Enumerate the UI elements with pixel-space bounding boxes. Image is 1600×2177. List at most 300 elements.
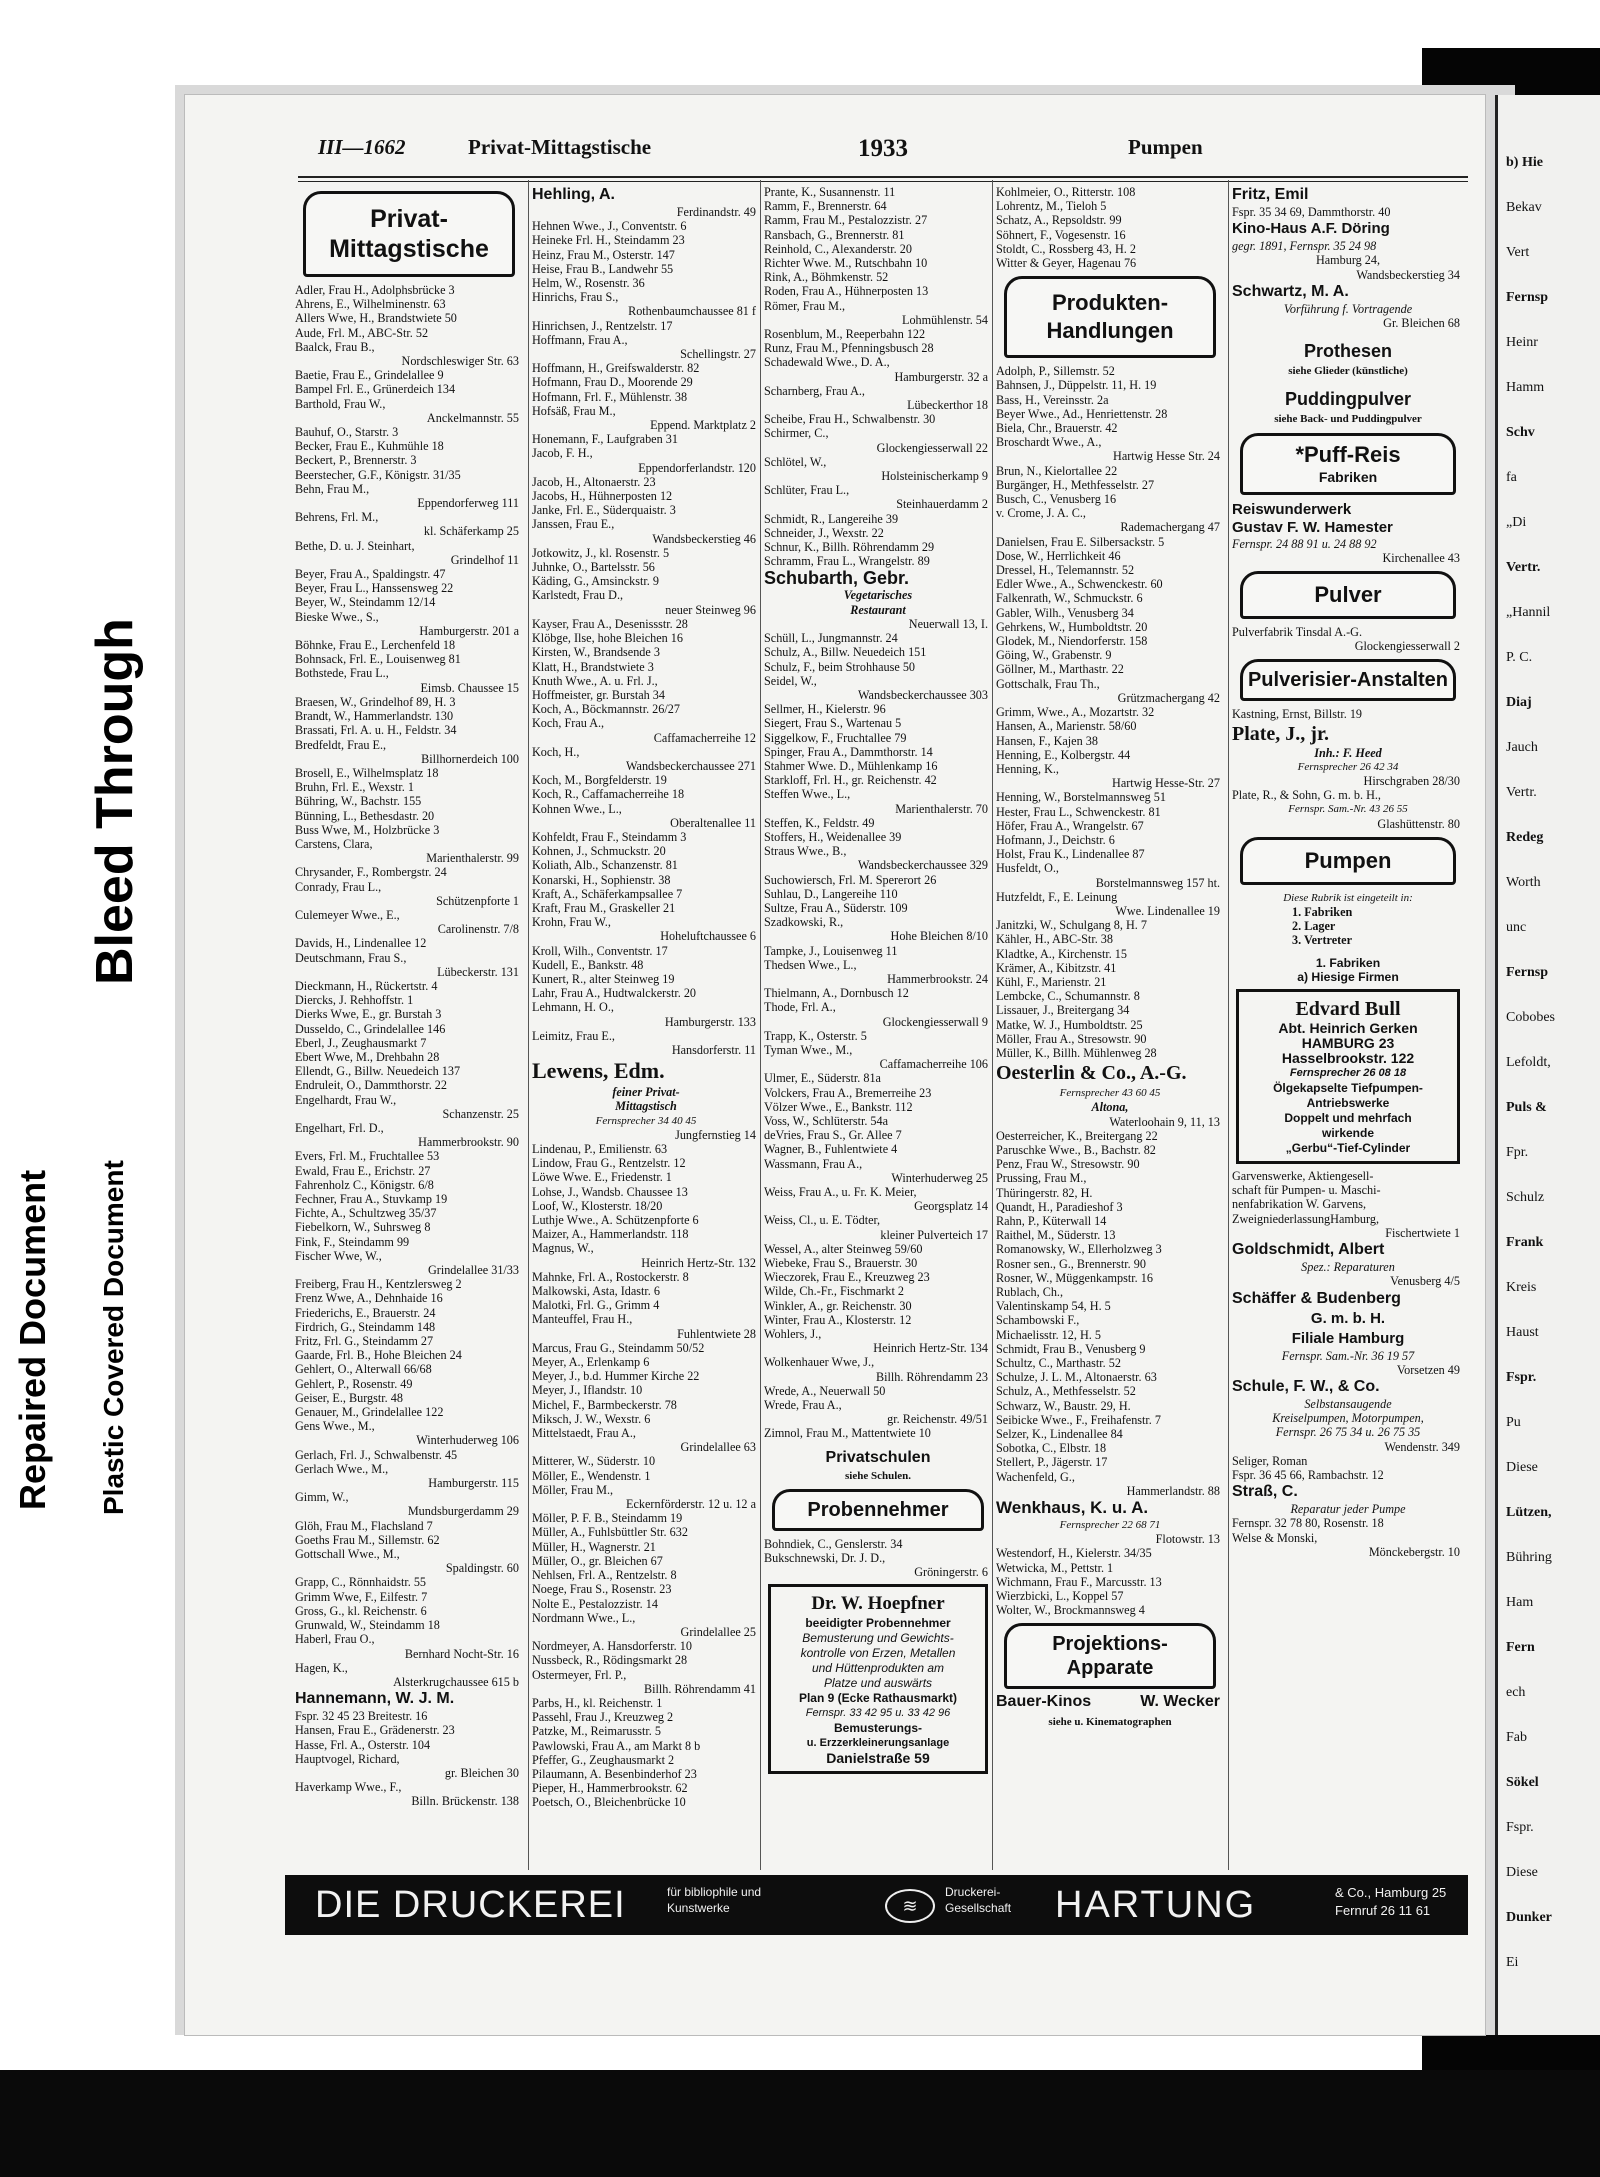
facing-page-fragment: Schv: [1506, 425, 1535, 440]
facing-page-fragment: Worth: [1506, 875, 1541, 890]
directory-entry: Rosenblum, M., Reeperbahn 122: [764, 327, 926, 342]
directory-entry: Höfer, Frau A., Wrangelstr. 67: [996, 818, 1144, 833]
directory-entry: Knuth Wwe., A. u. Frl. J.,: [532, 673, 658, 688]
directory-entry: Lindow, Frau G., Rentzelstr. 12: [532, 1156, 686, 1171]
advert-title: Straß, C.: [1232, 1483, 1298, 1501]
advert-title: Kino-Haus A.F. Döring: [1232, 220, 1390, 238]
directory-entry: Beyer, Frau L., Hanssensweg 22: [295, 581, 454, 596]
facing-page-fragment: Dunker: [1506, 1910, 1552, 1925]
directory-entry: Schlüter, Frau L.,: [764, 483, 850, 498]
box-title: *Puff-Reis: [1295, 441, 1401, 467]
directory-entry: Gerlach, Frl. J., Schwalbenstr. 45: [295, 1447, 458, 1462]
directory-entry: Braesen, W., Grindelhof 89, H. 3: [295, 694, 456, 709]
directory-entry: Koch, R., Caffamacherreihe 18: [532, 787, 685, 802]
directory-entry: Manteuffel, Frau H.,: [532, 1312, 633, 1327]
label-plastic-covered-document: Plastic Covered Document: [98, 1160, 129, 1515]
directory-entry: Mundsburgerdamm 29: [407, 1504, 519, 1519]
directory-entry: Glockengiesserwall 22: [876, 440, 988, 455]
facing-page-fragment: P. C.: [1506, 650, 1533, 665]
directory-entry: Roden, Frau A., Hühnerposten 13: [764, 284, 929, 299]
advert-line: Hasselbrookstr. 122: [1281, 1050, 1415, 1067]
directory-entry: Meyer, A., Erlenkamp 6: [532, 1355, 650, 1370]
directory-entry: Buss Wwe, M., Holzbrücke 3: [295, 822, 440, 837]
directory-entry: Scheibe, Frau H., Schwalbenstr. 30: [764, 412, 936, 427]
directory-entry: Eppendorferlandstr. 120: [638, 460, 756, 475]
directory-entry: Nordschleswiger Str. 63: [401, 354, 519, 369]
facing-page-fragment: Heinr: [1506, 335, 1538, 350]
directory-entry: Haberl, Frau O.,: [295, 1632, 375, 1647]
directory-entry: Henning, W., Borstelmannsweg 51: [996, 790, 1166, 805]
bold-entry-detail: Fspr. 32 45 23 Breitestr. 16: [295, 1709, 428, 1724]
directory-entry: Göllner, M., Marthastr. 22: [996, 662, 1124, 677]
advert-line: Platze und auswärts: [823, 1676, 933, 1691]
section-box-puff-reis: [1240, 433, 1456, 495]
directory-entry: Schellingstr. 27: [680, 347, 756, 362]
banner-midtext-line: Gesellschaft: [945, 1901, 1012, 1915]
advert-line: Fernspr. 33 42 95 u. 33 42 96: [805, 1707, 951, 1720]
directory-entry: Bahnsen, J., Düppelstr. 11, H. 19: [996, 378, 1157, 393]
directory-entry: Janitzki, W., Schulgang 8, H. 7: [996, 918, 1147, 933]
directory-entry: Schützenpforte 1: [436, 893, 519, 908]
directory-entry: Kladtke, A., Kirchenstr. 15: [996, 946, 1127, 961]
directory-entry: Raithel, M., Süderstr. 13: [996, 1228, 1116, 1243]
facing-page-fragment: b) Hie: [1506, 155, 1543, 170]
advert-title: Fritz, Emil: [1232, 186, 1309, 203]
page-number: III—1662: [318, 135, 406, 159]
advert-line: Flotowstr. 13: [1155, 1532, 1220, 1547]
facing-page-fragment: Redeg: [1506, 830, 1544, 845]
directory-entry: Gens Wwe., M.,: [295, 1419, 375, 1434]
section-heading: Prothesen: [1303, 341, 1393, 362]
advert-line: beeidigter Probennehmer: [805, 1616, 951, 1631]
directory-entry: Marcus, Frau G., Steindamm 50/52: [532, 1340, 705, 1355]
directory-entry: Pieper, H., Hammerbrookstr. 62: [532, 1781, 688, 1796]
directory-entry: Aude, Frl. M., ABC-Str. 52: [295, 325, 429, 340]
directory-entry: Winterhuderweg 25: [891, 1170, 988, 1185]
directory-entry: Dressel, H., Telemannstr. 52: [996, 563, 1135, 578]
directory-entry: Dieckmann, H., Rückertstr. 4: [295, 978, 438, 993]
directory-entry: Koch, H.,: [532, 744, 580, 759]
directory-entry: Sultze, Frau A., Süderstr. 109: [764, 900, 908, 915]
directory-entry: Wieczorek, Frau E., Kreuzweg 23: [764, 1270, 930, 1285]
label-repaired-document: Repaired Document: [12, 1169, 53, 1510]
directory-entry: Beerstecher, G.F., Königstr. 31/35: [295, 467, 461, 482]
directory-entry: Schultz, C., Marthastr. 52: [996, 1356, 1121, 1371]
directory-entry: Hauptvogel, Richard,: [295, 1751, 400, 1766]
directory-entry: Hamburgerstr. 133: [664, 1014, 756, 1029]
directory-entry: Jacob, H., Altonaerstr. 23: [532, 474, 656, 489]
directory-entry: Anckelmannstr. 55: [426, 410, 519, 425]
directory-entry: Ebert Wwe, M., Drehbahn 28: [295, 1049, 440, 1064]
directory-entry: Rahn, P., Küterwall 14: [996, 1214, 1107, 1228]
advert-line: Inh.: F. Heed: [1314, 745, 1382, 760]
directory-entry: Loof, W., Klosterstr. 18/20: [532, 1198, 663, 1213]
directory-entry: Malotki, Frl. G., Grimm 4: [532, 1298, 660, 1313]
subsection-heading: a) Hiesige Firmen: [1297, 969, 1399, 984]
directory-entry: Hamburgerstr. 201 a: [419, 623, 519, 638]
directory-entry: Carstens, Clara,: [295, 836, 373, 851]
directory-entry: Steffen, K., Feldstr. 49: [764, 815, 875, 830]
directory-entry: Bernhard Nocht-Str. 16: [404, 1646, 519, 1661]
directory-entry: Hansen, Frau E., Grädenerstr. 23: [295, 1723, 455, 1738]
facing-page-fragment: „Di: [1506, 515, 1527, 530]
facing-page-fragment: Frank: [1506, 1235, 1544, 1250]
directory-entry: Penz, Frau W., Stresowstr. 90: [996, 1157, 1140, 1172]
directory-entry: Völzer Wwe., E., Bankstr. 112: [764, 1099, 913, 1114]
directory-entry: Gehrkens, W., Humboldtstr. 20: [996, 619, 1148, 634]
directory-entry: Nehlsen, Frl. A., Rentzelstr. 8: [532, 1568, 677, 1583]
directory-entry: Juhnke, O., Bartelsstr. 56: [532, 560, 655, 575]
directory-entry: Honemann, F., Laufgraben 31: [532, 432, 678, 447]
directory-entry: Burgänger, H., Methfesselstr. 27: [996, 477, 1155, 492]
directory-entry: Pilaumann, A. Besenbinderhof 23: [532, 1766, 697, 1781]
directory-entry: Grunwald, W., Steindamm 18: [295, 1618, 440, 1633]
directory-entry: Poetsch, O., Bleichenbrücke 10: [532, 1795, 686, 1810]
directory-entry: Wandsbeckerchaussee 303: [858, 687, 988, 702]
facing-page-fragment: Diese: [1506, 1865, 1538, 1880]
directory-entry: Seliger, Roman: [1232, 1453, 1308, 1468]
directory-entry: Tampke, J., Louisenweg 11: [764, 943, 898, 958]
advert-line: Jungfernstieg 14: [675, 1127, 756, 1142]
banner-midtext-line: Druckerei-: [945, 1885, 1001, 1899]
directory-entry: Henning, K.,: [996, 761, 1059, 776]
advert-line: Fernsprecher 26 42 34: [1297, 760, 1399, 773]
directory-entry: Fiebelkorn, W., Suhrsweg 8: [295, 1220, 431, 1235]
directory-entry: schaft für Pumpen- u. Maschi-: [1232, 1183, 1381, 1198]
directory-entry: Carolinenstr. 7/8: [437, 922, 519, 937]
banner-brand: HARTUNG: [1055, 1884, 1257, 1926]
directory-entry: Grindelallee 31/33: [427, 1263, 519, 1278]
directory-entry: Matke, W. J., Humboldtstr. 25: [996, 1017, 1143, 1032]
entry: Kastning, Ernst, Billstr. 19: [1232, 707, 1363, 722]
directory-entry: Maizer, A., Hammerlandstr. 118: [532, 1227, 689, 1242]
directory-entry: Hohe Bleichen 8/10: [890, 929, 988, 944]
directory-entry: Chrysander, F., Rombergstr. 24: [295, 865, 447, 880]
directory-entry: Gaarde, Frl. B., Hohe Bleichen 24: [295, 1348, 462, 1363]
directory-entry: Bethe, D. u. J. Steinhart,: [295, 538, 415, 553]
directory-entry: Kroll, Wilh., Conventstr. 17: [532, 943, 668, 958]
directory-entry: Engelhardt, Frau W.,: [295, 1092, 397, 1107]
directory-entry: Suhlau, D., Langereihe 110: [764, 886, 898, 901]
directory-entry: Koch, M., Borgfelderstr. 19: [532, 773, 667, 788]
directory-entry: Schnur, K., Billh. Röhrendamm 29: [764, 540, 935, 555]
directory-entry: Lembcke, C., Schumannstr. 8: [996, 989, 1140, 1004]
directory-entry: Krohn, Frau W.,: [532, 915, 611, 930]
section-box-pumpen: Pumpen: [1240, 837, 1456, 885]
directory-entry: Davids, H., Lindenallee 12: [295, 936, 427, 951]
directory-entry: Frenz Wwe, A., Dehnhaide 16: [295, 1291, 443, 1306]
directory-entry: Bothstede, Frau L.,: [295, 666, 389, 681]
directory-entry: Brandt, W., Hammerlandstr. 130: [295, 709, 454, 724]
advert-line: Danielstraße 59: [826, 1750, 930, 1767]
directory-entry: Hinrichsen, J., Rentzelstr. 17: [532, 318, 673, 333]
section-box-probennehmer: Probennehmer: [772, 1489, 984, 1531]
facing-page-fragment: Kreis: [1506, 1280, 1537, 1295]
directory-entry: Leimitz, Frau E.,: [532, 1028, 615, 1043]
advert-title: Schäffer & Budenberg: [1232, 1289, 1401, 1307]
directory-entry: gr. Bleichen 30: [444, 1765, 519, 1780]
banner-subtext-line: Kunstwerke: [667, 1901, 730, 1915]
directory-entry: Hoffmann, Frau A.,: [532, 332, 628, 347]
directory-entry: Nolte E., Pestalozzistr. 14: [532, 1596, 658, 1611]
directory-entry: Dierks Wwe, E., gr. Burstah 3: [295, 1007, 442, 1022]
directory-entry: Husfeldt, O.,: [996, 861, 1059, 876]
entry-list: [996, 364, 1224, 1060]
directory-entry: Hoffmann, H., Greifswalderstr. 82: [532, 361, 700, 376]
advert-line: G. m. b. H.: [1310, 1309, 1386, 1327]
facing-page-fragment: Fern: [1506, 1640, 1535, 1655]
facing-page-fragment: Diese: [1506, 1460, 1538, 1475]
directory-entry: Nordmann Wwe., L.,: [532, 1610, 636, 1625]
header-rule-2: [298, 181, 1468, 182]
header-rule: [298, 176, 1468, 178]
directory-entry: Passehl, Frau J., Kreuzweg 2: [532, 1710, 674, 1725]
directory-entry: Culemeyer Wwe., E.,: [295, 907, 400, 922]
directory-entry: Caffamacherreihe 106: [879, 1057, 988, 1072]
directory-entry: Hoheluftchaussee 6: [660, 929, 756, 944]
directory-entry: Kraft, Frau M., Graskeller 21: [532, 900, 676, 915]
facing-page-fragment: Bühring: [1506, 1550, 1552, 1565]
directory-entry: Reinhold, C., Alexanderstr. 20: [764, 241, 912, 256]
directory-entry: Ewald, Frau E., Erichstr. 27: [295, 1163, 431, 1178]
directory-entry: Stahmer Wwe. D., Mühlenkamp 16: [764, 758, 938, 773]
directory-entry: Müller, A., Fuhlsbüttler Str. 632: [532, 1525, 688, 1540]
advert-title: Wenkhaus, K. u. A.: [996, 1498, 1149, 1518]
directory-entry: Heinrich Hertz-Str. 134: [873, 1341, 988, 1356]
advert-title: Schwartz, M. A.: [1232, 282, 1349, 300]
directory-entry: Rink, A., Böhmkenstr. 52: [764, 270, 889, 285]
directory-entry: Hammerbrookstr. 24: [887, 971, 988, 986]
page-header: [318, 135, 1468, 175]
facing-page-fragment: Ei: [1506, 1955, 1519, 1970]
directory-entry: Kayser, Frau A., Desenissstr. 28: [532, 616, 688, 631]
directory-entry: Wandsbeckerchaussee 329: [858, 858, 988, 873]
directory-entry: Wohlers, J.,: [764, 1327, 822, 1342]
advert-line: Plan 9 (Ecke Rathausmarkt): [798, 1691, 958, 1706]
advert-line: Gr. Bleichen 68: [1383, 316, 1460, 331]
directory-entry: Paruschke Wwe., B., Bachstr. 82: [996, 1142, 1156, 1157]
directory-entry: Mitterer, W., Süderstr. 10: [532, 1454, 656, 1469]
section-box-privat-mittagstische: Privat-Mittagstische: [303, 191, 515, 277]
advert-line: gegr. 1891, Fernspr. 35 24 98: [1232, 239, 1377, 254]
banner-address-line: Fernruf 26 11 61: [1335, 1903, 1431, 1918]
directory-entry: Kudell, E., Bankstr. 48: [532, 957, 644, 972]
directory-entry: Wrede, A., Neuerwall 50: [764, 1383, 886, 1398]
entry-list: [996, 1546, 1224, 1617]
directory-entry: Fritz, Frl. G., Steindamm 27: [295, 1334, 434, 1349]
directory-entry: Fink, F., Steindamm 99: [295, 1234, 410, 1249]
advert-hoepfner: [768, 1584, 988, 1774]
directory-entry: Hofmann, Frau D., Moorende 29: [532, 375, 693, 390]
advert-line: Fernspr. Sam.-Nr. 36 19 57: [1281, 1348, 1415, 1363]
advert-line: und Hüttenprodukten am: [811, 1661, 945, 1676]
directory-entry: Wetwicka, M., Pettstr. 1: [996, 1560, 1114, 1575]
advert-line: u. Erzzerkleinerungsanlage: [806, 1737, 950, 1750]
directory-entry: Stellert, P., Jägerstr. 17: [996, 1455, 1108, 1470]
advert-line: Venusberg 4/5: [1390, 1274, 1460, 1289]
directory-entry: Oesterreicher, K., Breitergang 22: [996, 1128, 1158, 1143]
entry-list: [764, 1537, 992, 1580]
directory-entry: Fischertwiete 1: [1385, 1225, 1460, 1240]
bold-entry: Hehling, A.: [532, 186, 615, 203]
directory-entry: Meyer, J., b.d. Hummer Kirche 22: [532, 1369, 700, 1384]
directory-entry: Busch, C., Venusberg 16: [996, 492, 1117, 507]
directory-entry: Bauhuf, O., Starstr. 3: [295, 425, 399, 440]
directory-entry: Lissauer, J., Breitergang 34: [996, 1003, 1130, 1018]
directory-entry: Bühring, W., Bachstr. 155: [295, 794, 422, 809]
advert-title: Edvard Bull: [1295, 998, 1401, 1021]
directory-entry: Winterhuderweg 106: [416, 1433, 519, 1448]
directory-entry: Gross, G., kl. Reichenstr. 6: [295, 1603, 427, 1618]
advert-title: Schubarth, Gebr.: [764, 568, 910, 589]
directory-entry: Weiss, Frau A., u. Fr. K. Meier,: [764, 1185, 917, 1200]
directory-entry: Volckers, Frau A., Bremerreihe 23: [764, 1085, 932, 1100]
druckerei-banner: [285, 1875, 1468, 1935]
facing-page-fragment: Sökel: [1506, 1775, 1539, 1790]
entry-list: [996, 185, 1224, 270]
directory-entry: Klatt, H., Brandstwiete 3: [532, 659, 654, 674]
facing-page-fragment: ech: [1506, 1685, 1526, 1700]
directory-entry: Gottschalk, Frau Th.,: [996, 676, 1100, 691]
facing-page-fragment: „Hannil: [1506, 605, 1551, 620]
directory-entry: Straus Wwe., B.,: [764, 844, 847, 859]
column-4: [996, 185, 1224, 1730]
directory-entry: Wandsbeckerstieg 46: [652, 531, 756, 546]
directory-entry: Hofmann, J., Deichstr. 6: [996, 832, 1115, 847]
directory-entry: Thielmann, A., Dornbusch 12: [764, 986, 909, 1001]
directory-entry: Kohlmeier, O., Ritterstr. 108: [996, 185, 1136, 199]
facing-page-fragment: Fab: [1506, 1730, 1527, 1745]
directory-entry: Schulze, J. L. M., Altonaerstr. 63: [996, 1370, 1157, 1385]
advert-line: Restaurant: [850, 602, 906, 617]
directory-entry: Wolkenhauer Wwe, J.,: [764, 1355, 875, 1370]
directory-entry: Möller, Frau A., Stresowstr. 90: [996, 1031, 1147, 1046]
advert-line: Antriebswerke: [1306, 1096, 1390, 1111]
directory-entry: gr. Reichenstr. 49/51: [887, 1412, 988, 1427]
directory-entry: Spinger, Frau A., Dammthorstr. 14: [764, 744, 933, 759]
directory-entry: Mittelstaedt, Frau A.,: [532, 1426, 636, 1441]
directory-entry: Schwarz, W., Baustr. 29, H.: [996, 1398, 1131, 1413]
directory-entry: Kähler, H., ABC-Str. 38: [996, 932, 1113, 947]
directory-entry: Billh. Röhrendamm 23: [875, 1369, 988, 1384]
directory-entry: Ahrens, E., Wilhelminenstr. 63: [295, 297, 446, 312]
directory-entry: Krämer, A., Kibitzstr. 41: [996, 960, 1117, 975]
directory-entry: Sellmer, H., Kielerstr. 96: [764, 702, 886, 717]
advert-line: wirkende: [1321, 1126, 1375, 1141]
advert-line: Fernspr. Sam.-Nr. 43 26 55: [1288, 803, 1408, 816]
directory-entry: Konarski, H., Sophienstr. 38: [532, 872, 671, 887]
section-reference: siehe u. Kinematographen: [1048, 1716, 1172, 1729]
directory-entry: Winter, Frau A., Klosterstr. 12: [764, 1312, 912, 1327]
directory-entry: Kohnen, J., Schmuckstr. 20: [532, 844, 666, 859]
directory-entry: Fechner, Frau A., Stuvkamp 19: [295, 1192, 448, 1206]
facing-page-fragment: Haust: [1506, 1325, 1539, 1340]
directory-entry: Ulmer, E., Süderstr. 81a: [764, 1071, 881, 1086]
directory-entry: Runz, Frau M., Pfenningsbusch 28: [764, 341, 934, 356]
year: 1933: [858, 135, 908, 162]
entry-list: [764, 631, 992, 1441]
directory-entry: Alsterkrugchaussee 615 b: [393, 1674, 519, 1689]
directory-entry: Gimm, W.,: [295, 1490, 349, 1505]
bold-entry: Hannemann, W. J. M.: [295, 1690, 455, 1708]
directory-entry: Koch, Frau A.,: [532, 716, 605, 731]
directory-entry: Hutzfeldt, F., E. Leinung: [996, 889, 1118, 904]
directory-entry: Bruhn, Frl. E., Wexstr. 1: [295, 780, 414, 795]
directory-entry: Caffamacherreihe 12: [653, 730, 756, 745]
directory-entry: Hansdorferstr. 11: [671, 1042, 756, 1057]
directory-entry: Endruleit, O., Dammthorstr. 22: [295, 1078, 447, 1093]
directory-entry: Schulz, A., Billw. Neuedeich 151: [764, 645, 927, 660]
directory-entry: Gabler, Wilh., Venusberg 34: [996, 605, 1134, 620]
advert-line: Hamburg 24,: [1315, 253, 1381, 268]
directory-entry: Kirsten, W., Brandsende 3: [532, 645, 660, 660]
directory-entry: Wiebeke, Frau S., Brauerstr. 30: [764, 1256, 918, 1271]
directory-entry: Glodek, M., Niendorferstr. 158: [996, 634, 1148, 649]
directory-entry: Hofsäß, Frau M.,: [532, 403, 616, 418]
advert-line: Vorsetzen 49: [1396, 1362, 1460, 1377]
directory-entry: Danielsen, Frau E. Silbersackstr. 5: [996, 534, 1165, 549]
rubric-item: 1. Fabriken: [1292, 905, 1353, 920]
section-heading: Puddingpulver: [1285, 389, 1411, 410]
advert-line: Mittagstisch: [615, 1099, 677, 1114]
directory-entry: Heinrich Hertz-Str. 132: [641, 1255, 756, 1270]
directory-entry: Becker, Frau E., Kuhmühle 18: [295, 439, 444, 454]
box-subtitle: Fabriken: [1318, 468, 1378, 485]
directory-entry: Janssen, Frau E.,: [532, 517, 615, 532]
banner-address: [1335, 1884, 1475, 1920]
directory-entry: Parbs, H., kl. Reichenstr. 1: [532, 1695, 663, 1710]
directory-entry: Eberl, J., Zeughausmarkt 7: [295, 1035, 427, 1050]
directory-entry: Schanzenstr. 25: [442, 1106, 519, 1121]
directory-entry: Hansen, A., Marienstr. 58/60: [996, 719, 1137, 734]
directory-entry: Göing, W., Grabenstr. 9: [996, 648, 1112, 663]
section-title-left: Privat-Mittagstische: [468, 135, 652, 159]
directory-entry: Holsteinischerkamp 9: [881, 469, 988, 484]
directory-entry: Siggelkow, F., Fruchtallee 79: [764, 730, 907, 745]
directory-entry: Valentinskamp 54, H. 5: [996, 1299, 1111, 1314]
directory-entry: Trapp, K., Osterstr. 5: [764, 1028, 867, 1043]
directory-entry: Tyman Wwe., M.,: [764, 1042, 853, 1057]
advert-line: feiner Privat-: [612, 1085, 680, 1100]
directory-entry: Prante, K., Susannenstr. 11: [764, 185, 896, 199]
directory-entry: Bünning, L., Bethesdastr. 20: [295, 808, 435, 823]
directory-entry: Koliath, Alb., Schanzenstr. 81: [532, 858, 678, 873]
advert-line: Fernsprecher 34 40 45: [595, 1114, 697, 1127]
directory-entry: Michel, F., Barmbeckerstr. 78: [532, 1397, 677, 1412]
banner-subtext: [667, 1884, 827, 1916]
directory-entry: Pfeffer, G., Zeughausmarkt 2: [532, 1752, 675, 1767]
directory-entry: Lübeckerthor 18: [907, 398, 988, 413]
directory-entry: Rosner, W., Müggenkampstr. 16: [996, 1270, 1153, 1285]
directory-entry: Lahr, Frau A., Hudtwalckerstr. 20: [532, 986, 697, 1001]
directory-entry: Thüringerstr. 82, H.: [996, 1185, 1093, 1200]
directory-entry: Bukschnewski, Dr. J. D.,: [764, 1551, 886, 1566]
advert-line: Wandsbeckerstieg 34: [1356, 267, 1460, 282]
section-reference: siehe Back- und Puddingpulver: [1274, 413, 1422, 426]
directory-entry: Böhnke, Frau E., Lerchenfeld 18: [295, 638, 456, 653]
advert-title: Bauer-Kinos: [996, 1695, 1092, 1711]
section-box-pulverisier-anstalten: Pulverisier-Anstalten: [1240, 659, 1456, 701]
facing-page-fragment: unc: [1506, 920, 1527, 935]
facing-page-fragment: Fernsp: [1506, 290, 1548, 305]
directory-entry: Kühl, F., Marienstr. 21: [996, 974, 1107, 989]
advert-title: Schule, F. W., & Co.: [1232, 1377, 1380, 1395]
advert-line: Reparatur jeder Pumpe: [1290, 1502, 1406, 1517]
directory-entry: Dusseldo, C., Grindelallee 146: [295, 1021, 446, 1036]
directory-entry: Conrady, Frau L.,: [295, 879, 382, 894]
directory-entry: Seidel, W.,: [764, 673, 817, 688]
directory-entry: Billhornerdeich 100: [421, 751, 519, 766]
